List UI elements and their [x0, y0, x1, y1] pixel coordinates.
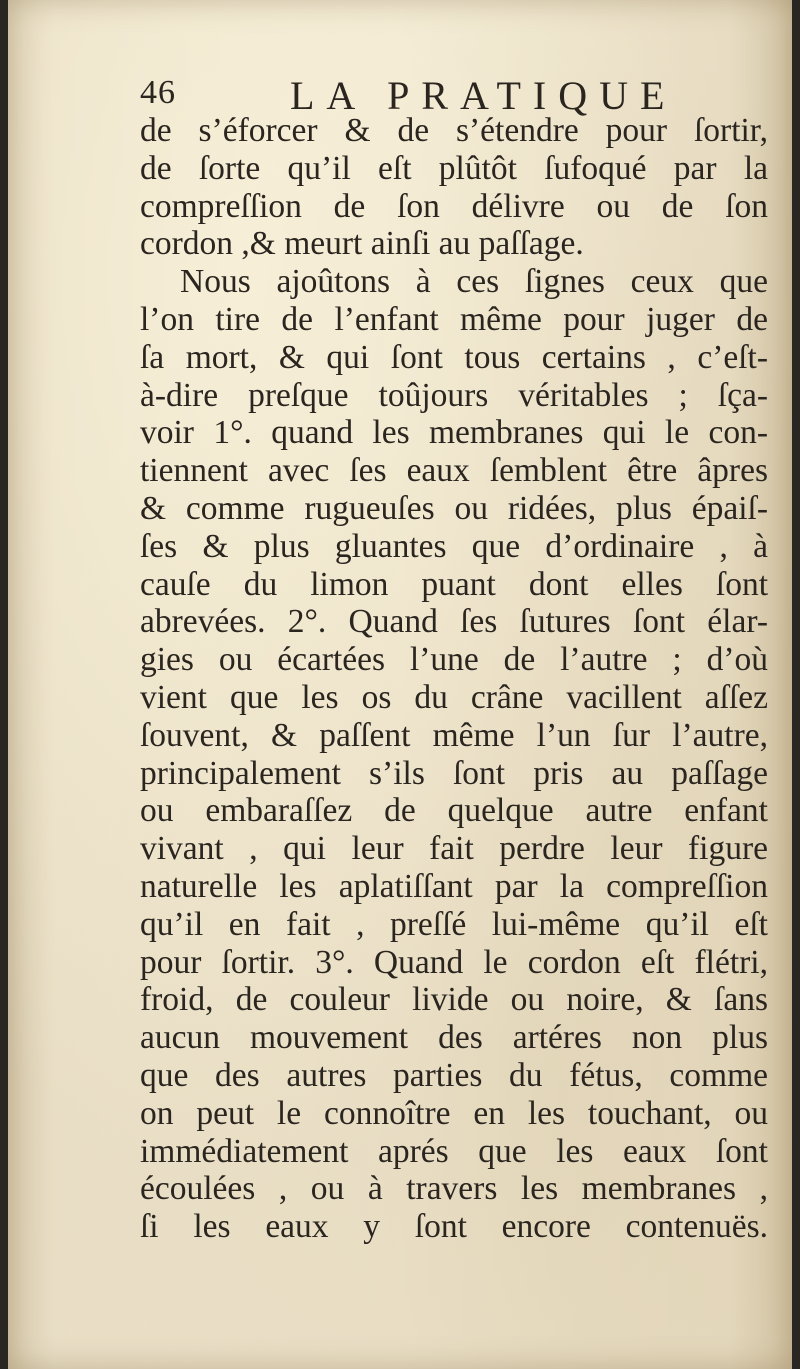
text-line: cordon ,& meurt ainſi au paſſage.: [140, 225, 584, 263]
text-line: vient que les os du crâne vacillent aſſez: [140, 678, 768, 716]
text-line: ſes & plus gluantes que d’ordinaire , à: [140, 527, 768, 565]
text-line: voir 1°. quand les membranes qui le con-: [140, 414, 768, 452]
text-line: Nous ajoûtons à ces ſignes ceux que: [180, 263, 768, 301]
text-line: principalement s’ils ſont pris au paſſage: [140, 754, 768, 792]
book-page: [8, 0, 792, 1369]
running-head: LA PRATIQUE: [290, 73, 677, 118]
text-line: abrevées. 2°. Quand ſes ſutures ſont élar-: [140, 603, 768, 641]
text-line: froid, de couleur livide ou noire, & ſans: [140, 981, 768, 1019]
text-line: de ſorte qu’il eſt plûtôt ſufoqué par la: [140, 149, 768, 187]
text-line: & comme rugueuſes ou ridées, plus épaiſ-: [140, 489, 768, 527]
text-line: pour ſortir. 3°. Quand le cordon eſt flétri,: [140, 943, 768, 981]
text-line: l’on tire de l’enfant même pour juger de: [140, 300, 768, 338]
text-line: gies ou écartées l’une de l’autre ; d’où: [140, 641, 768, 679]
body-text: [140, 112, 768, 1246]
text-line: qu’il en fait , preſſé lui-même qu’il eſt: [140, 905, 768, 943]
text-line: on peut le connoître en les touchant, ou: [140, 1094, 768, 1132]
text-line: ſi les eaux y ſont encore contenuës.: [140, 1208, 768, 1246]
page-number: 46: [140, 74, 176, 111]
text-line: naturelle les aplatiſſant par la compreſſion: [140, 867, 768, 905]
text-line: ſa mort, & qui ſont tous certains , c’eſt-: [140, 338, 768, 376]
text-line: à-dire preſque toûjours véritables ; ſça-: [140, 376, 768, 414]
text-line: cauſe du limon puant dont elles ſont: [140, 565, 768, 603]
text-line: vivant , qui leur fait perdre leur figure: [140, 830, 768, 868]
text-line: tiennent avec ſes eaux ſemblent être âpres: [140, 452, 768, 490]
text-line: de s’éforcer & de s’étendre pour ſortir,: [140, 112, 768, 149]
text-line: compreſſion de ſon délivre ou de ſon: [140, 187, 768, 225]
text-line: écoulées , ou à travers les membranes ,: [140, 1170, 768, 1208]
text-line: aucun mouvement des artéres non plus: [140, 1019, 768, 1057]
text-line: ſouvent, & paſſent même l’un ſur l’autre,: [140, 716, 768, 754]
text-line: ou embaraſſez de quelque autre enfant: [140, 792, 768, 830]
text-line: que des autres parties du fétus, comme: [140, 1056, 768, 1094]
text-line: immédiatement aprés que les eaux ſont: [140, 1132, 768, 1170]
